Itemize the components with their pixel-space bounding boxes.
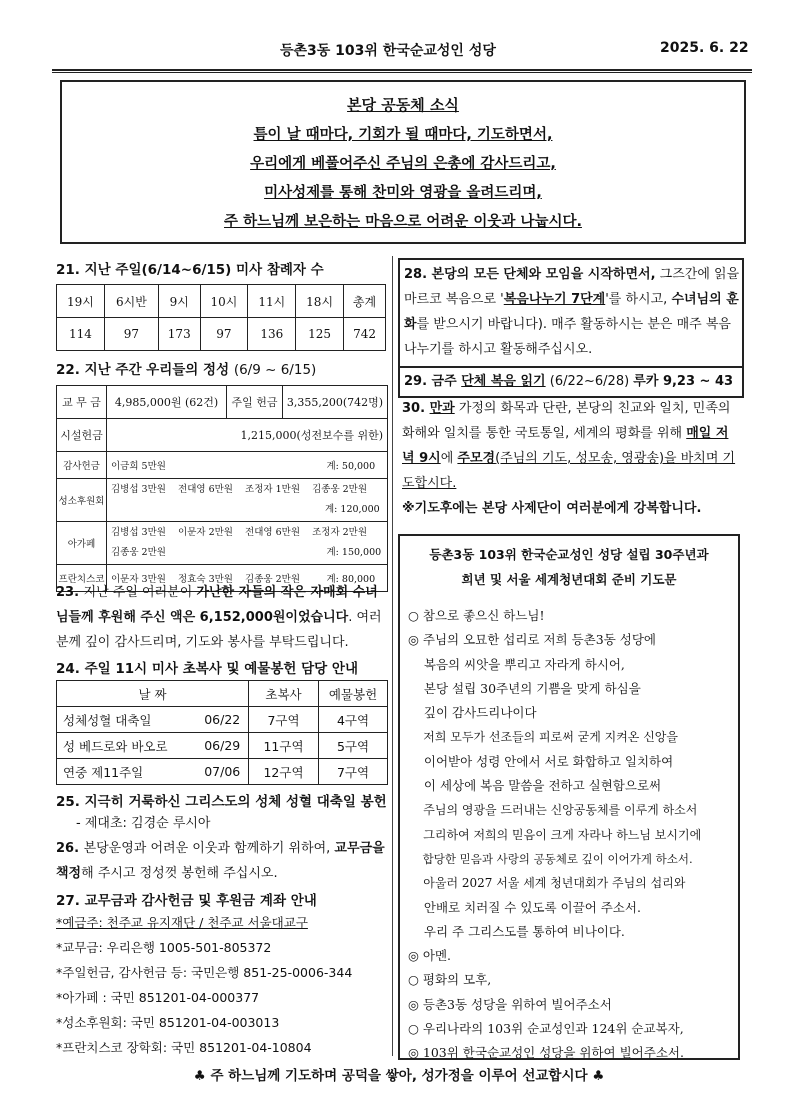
offering-label: 주일 헌금 [227,386,283,419]
offering-label: 프란치스코 [57,565,107,592]
notice-line: 틈이 날 때마다, 기회가 될 때마다, 기도하면서, [253,127,553,143]
schedule-feast: 성체성혈 대축일 [57,707,197,733]
notice-line: 주 하느님께 보은하는 마음으로 어려운 이웃과 나눕시다. [224,214,582,230]
prayer-line: 안배로 치러질 수 있도록 이끌어 주소서. [408,899,641,915]
attendance-header: 9시 [159,285,200,318]
attendance-header: 19시 [57,285,105,318]
schedule-heading: 24. 주일 11시 미사 초복사 및 예물봉헌 담당 안내 [56,661,358,677]
schedule-header: 날 짜 [57,681,249,707]
offering-label: 감사헌금 [57,452,107,479]
notice-title: 본당 공동체 소식 [347,96,459,114]
notice-line: 미사성제를 통해 찬미와 영광을 올려드리며, [264,185,542,201]
attendance-header: 총계 [344,285,386,318]
attendance-value: 136 [248,318,296,351]
account-line: *아가페 : 국민 851201-04-000377 [56,990,260,1005]
offering-detail: 이문자 3만원 정효숙 3만원 김종웅 2만원 계: 80,000 [107,565,388,592]
prayer-box [398,534,740,1060]
schedule-table [56,680,388,785]
attendance-header: 10시 [200,285,248,318]
offerings-heading: 22. 지난 주간 우리들의 정성 (6/9 ~ 6/15) [56,362,317,378]
schedule-header: 예물봉헌 [319,681,388,707]
prayer-line: 복음의 씨앗을 뿌리고 자라게 하시어, [408,656,625,672]
prayer-line: 주님의 영광을 드러내는 신앙공동체를 이루게 하소서 [408,803,698,818]
item-27-heading: 27. 교무금과 감사헌금 및 후원금 계좌 안내 [56,893,317,909]
prayer-line: ◎ 등촌3동 성당을 위하여 빌어주소서 [408,996,612,1012]
prayer-line: ○ 평화의 모후, [408,972,492,988]
account-line: *예금주: 천주교 유지재단 / 천주교 서울대교구 [56,915,308,930]
prayer-line: 이 세상에 복음 말씀을 전하고 실현함으로써 [408,778,662,794]
item-30: 30. 만과 가정의 화목과 단란, 본당의 친교와 일치, 민족의 화해와 일치를 통한 국토통일, 세계의 평화를 위해 매일 저녁 9시에 주모경(주님의 기도, 성모송, 영광송)을 바치며 기도합시다. ※기도후에는 본당 사제단이 여러분에게 강복합니다. [398,396,740,524]
item-28-box: 28. 본당의 모든 단체와 모임을 시작하면서, 그즈간에 읽을 마르코 복음으로 '복음나누기 7단계'를 하시고, 수녀님의 훈화를 받으시기 바랍니다). 매주 활동하시는 분은 매주 복음나누기를 하시고 활동해주십시오. [398,258,744,368]
offerings-table [56,385,388,592]
schedule-offering: 4구역 [319,707,388,733]
attendance-header: 11시 [248,285,296,318]
prayer-line: ◎ 103위 한국순교성인 성당을 위하여 빌어주소서. [408,1045,684,1061]
prayer-line: ◎ 주님의 오묘한 섭리로 저희 등촌3동 성당에 [408,632,656,648]
schedule-server: 12구역 [249,759,319,785]
prayer-line: 그리하여 저희의 믿음이 크게 자라나 하느님 보시기에 [408,827,702,842]
prayer-line: 이어받아 성령 안에서 서로 화합하고 일치하여 [408,753,674,769]
offering-label: 시설헌금 [57,419,107,452]
community-notice-box [60,80,746,244]
prayer-title: 등촌3동 103위 한국순교성인 성당 설립 30주년과 희년 및 서울 세계청년대회 준비 기도문 [429,547,709,587]
item-30-note: ※기도후에는 본당 사제단이 여러분에게 강복합니다. [402,501,702,516]
prayer-line: 본당 설립 30주년의 기쁨을 맞게 하심을 [408,680,641,696]
prayer-line: 저희 모두가 선조들의 피로써 굳게 지켜온 신앙을 [408,730,678,745]
offering-label: 아가페 [57,522,107,565]
header-rule-thin [52,72,752,73]
notice-line: 우리에게 베풀어주신 주님의 은총에 감사드리고, [250,156,556,172]
account-line: *주일헌금, 감사헌금 등: 국민은행 851-25-0006-344 [56,965,353,980]
offering-value: 4,985,000원 (62건) [107,386,227,419]
prayer-line: ○ 참으로 좋으신 하느님! [408,608,545,623]
item-26: 26. 본당운영과 어려운 이웃과 함께하기 위하여, 교무금을 책정해 주시고 정성껏 봉헌해 주십시오. [56,841,385,881]
schedule-date: 06/22 [197,707,249,733]
attendance-header: 18시 [296,285,344,318]
header-title: 등촌3동 103위 한국순교성인 성당 [280,43,496,59]
attendance-heading: 21. 지난 주일(6/14~6/15) 미사 참례자 수 [56,262,324,278]
item-29-box: 29. 금주 단체 복음 읽기 (6/22~6/28) 루카 9,23 ~ 43 [398,366,744,398]
attendance-value: 114 [57,318,105,351]
schedule-date: 06/29 [197,733,249,759]
account-line: *프란치스코 장학회: 국민 851201-04-10804 [56,1040,312,1055]
schedule-feast: 성 베드로와 바오로 [57,733,197,759]
offering-label: 성소후원회 [57,479,107,522]
schedule-date: 07/06 [197,759,249,785]
prayer-line: 합당한 믿음과 사랑의 공동체로 깊이 이어가게 하소서. [408,851,693,866]
attendance-value: 97 [104,318,158,351]
attendance-value: 173 [159,318,200,351]
prayer-line: ○ 우리나라의 103위 순교성인과 124위 순교복자, [408,1021,684,1037]
schedule-feast: 연중 제11주일 [57,759,197,785]
header-date: 2025. 6. 22 [660,40,749,56]
prayer-line: ◎ 아멘. [408,948,452,964]
offering-value: 3,355,200(742명) [283,386,388,419]
account-line: *성소후원회: 국민 851201-04-003013 [56,1015,280,1030]
schedule-offering: 7구역 [319,759,388,785]
item-25-sub: - 제대초: 김경순 루시아 [76,816,211,831]
prayer-line: 깊이 감사드리나이다 [408,705,537,721]
header-rule [52,69,752,71]
offering-detail: 김병섭 3만원 이문자 2만원 전대영 6만원 조정자 2만원 김종웅 2만원 계: 150,000 [107,522,388,565]
attendance-value: 125 [296,318,344,351]
item-25-heading: 25. 지극히 거룩하신 그리스도의 성체 성혈 대축일 봉헌 [56,794,387,810]
offering-detail: 이금희 5만원 계: 50,000 [107,452,388,479]
attendance-value: 742 [344,318,386,351]
prayer-text [400,604,738,1066]
offering-label: 교 무 금 [57,386,107,419]
footer-motto: ♣ 주 하느님께 기도하며 공덕을 쌓아, 성가정을 이루어 선교합시다 ♣ [193,1068,605,1084]
schedule-offering: 5구역 [319,733,388,759]
attendance-header: 6시반 [104,285,158,318]
accounts-list [56,910,352,1060]
schedule-server: 11구역 [249,733,319,759]
schedule-server: 7구역 [249,707,319,733]
offering-detail: 김병섭 3만원 전대영 6만원 조정자 1만원 김종웅 2만원 계: 120,000 [107,479,388,522]
attendance-table [56,284,386,351]
prayer-line: 우리 주 그리스도를 통하여 비나이다. [408,923,625,939]
schedule-header: 초복사 [249,681,319,707]
offering-value: 1,215,000(성전보수를 위한) [107,419,388,452]
account-line: *교무금: 우리은행 1005-501-805372 [56,940,272,955]
item-23: 23. 지난 주일 여러분이 가난한 자들의 작은 자매회 수녀님들께 후원해 주신 액은 6,152,000원이었습니다. 여러분께 깊이 감사드리며, 기도와 봉사를 부탁드립니다. [56,585,382,650]
column-divider [392,256,393,1056]
attendance-value: 97 [200,318,248,351]
prayer-line: 아울러 2027 서울 세계 청년대회가 주님의 섭리와 [408,876,686,891]
